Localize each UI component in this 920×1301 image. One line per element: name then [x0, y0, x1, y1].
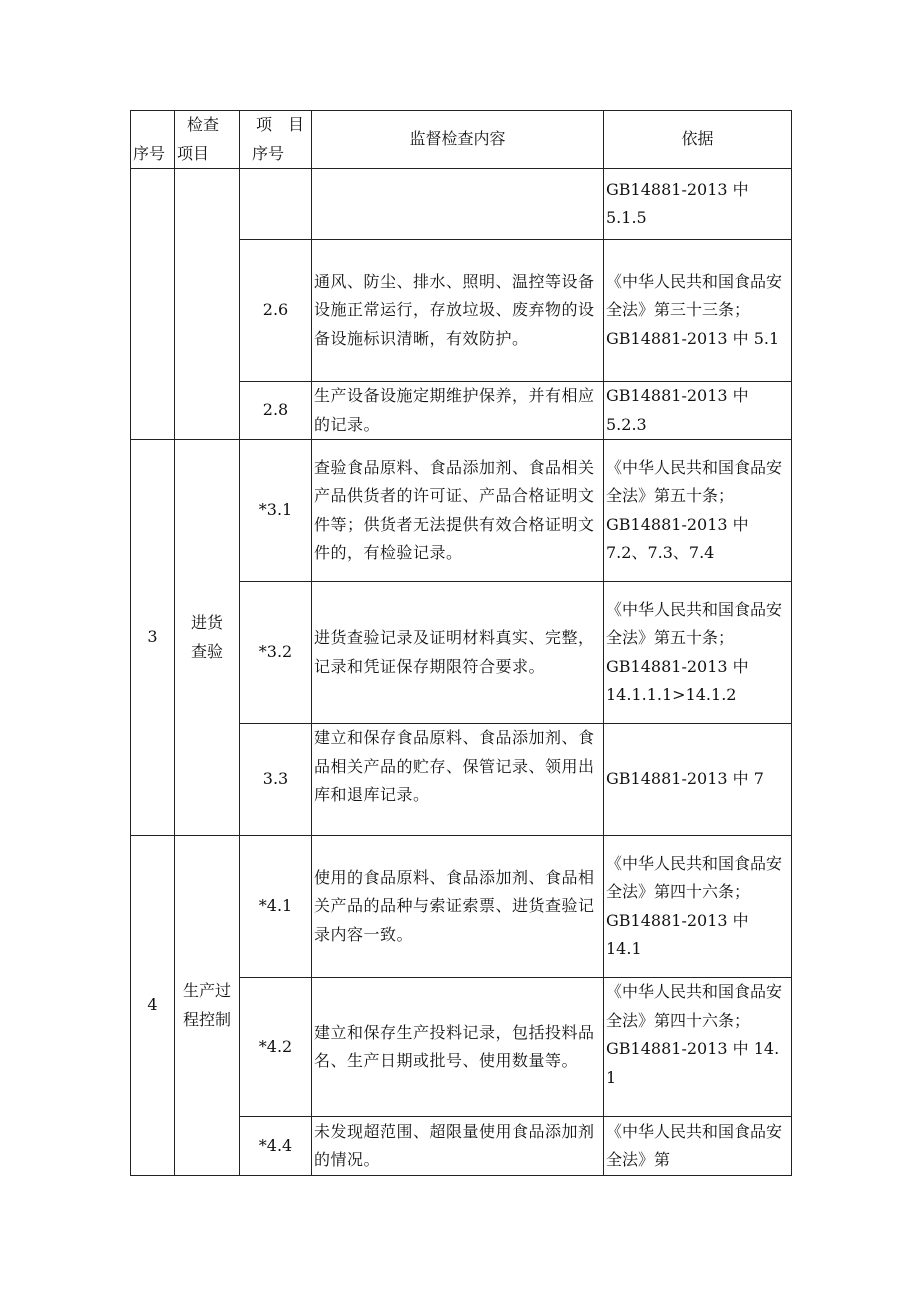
- cell-basis: GB14881-2013 中 7: [604, 724, 792, 836]
- table-row: [131, 836, 792, 978]
- cell-subseq: 2.6: [240, 240, 312, 382]
- cell-basis: 《中华人民共和国食品安全法》第五十条； GB14881-2013 中 7.2、7.3、7.4: [604, 440, 792, 582]
- header-basis: 依据: [604, 111, 792, 169]
- cell-subseq: [240, 169, 312, 240]
- cell-subseq: 2.8: [240, 382, 312, 440]
- cell-subseq: *3.1: [240, 440, 312, 582]
- cell-basis: 《中华人民共和国食品安全法》第四十六条； GB14881-2013 中 14.1: [604, 978, 792, 1117]
- cell-group-seq: 4: [131, 836, 175, 1176]
- cell-subseq: 3.3: [240, 724, 312, 836]
- header-subseq: 项 目 序号: [240, 111, 312, 169]
- table-row: [131, 169, 792, 240]
- cell-content: 通风、防尘、排水、照明、温控等设备设施正常运行，存放垃圾、废弃物的设备设施标识清晰，有效防护。: [312, 240, 604, 382]
- cell-basis: 《中华人民共和国食品安全法》第五十条； GB14881-2013 中 14.1.1.1>14.1.2: [604, 582, 792, 724]
- cell-group-seq: 3: [131, 440, 175, 836]
- cell-seq-empty: [131, 169, 175, 440]
- cell-content: 使用的食品原料、食品添加剂、食品相关产品的品种与索证索票、进货查验记录内容一致。: [312, 836, 604, 978]
- cell-content: 未发现超范围、超限量使用食品添加剂的情况。: [312, 1117, 604, 1176]
- cell-subseq: *3.2: [240, 582, 312, 724]
- cell-group-name: 进货 查验: [175, 440, 240, 836]
- cell-basis: 《中华人民共和国食品安全法》第四十六条； GB14881-2013 中 14.1: [604, 836, 792, 978]
- cell-content: 建立和保存食品原料、食品添加剂、食品相关产品的贮存、保管记录、领用出库和退库记录。: [312, 724, 604, 836]
- header-seq: 序号: [131, 111, 175, 169]
- cell-content: 进货查验记录及证明材料真实、完整，记录和凭证保存期限符合要求。: [312, 582, 604, 724]
- cell-subseq: *4.1: [240, 836, 312, 978]
- cell-basis: GB14881-2013 中 5.1.5: [604, 169, 792, 240]
- cell-basis: 《中华人民共和国食品安全法》第三十三条； GB14881-2013 中 5.1: [604, 240, 792, 382]
- cell-group-name: 生产过 程控制: [175, 836, 240, 1176]
- cell-content: [312, 169, 604, 240]
- cell-content: 建立和保存生产投料记录，包括投料品名、生产日期或批号、使用数量等。: [312, 978, 604, 1117]
- cell-content: 生产设备设施定期维护保养，并有相应的记录。: [312, 382, 604, 440]
- inspection-table: [130, 110, 792, 1176]
- header-content: 监督检查内容: [312, 111, 604, 169]
- header-item: 检查 项目: [175, 111, 240, 169]
- cell-content: 查验食品原料、食品添加剂、食品相关产品供货者的许可证、产品合格证明文件等；供货者无法提供有效合格证明文件的，有检验记录。: [312, 440, 604, 582]
- cell-item-empty: [175, 169, 240, 440]
- cell-subseq: *4.2: [240, 978, 312, 1117]
- cell-basis: GB14881-2013 中 5.2.3: [604, 382, 792, 440]
- table-header-row: [131, 111, 792, 169]
- cell-subseq: *4.4: [240, 1117, 312, 1176]
- table-row: [131, 440, 792, 582]
- cell-basis: 《中华人民共和国食品安全法》第: [604, 1117, 792, 1176]
